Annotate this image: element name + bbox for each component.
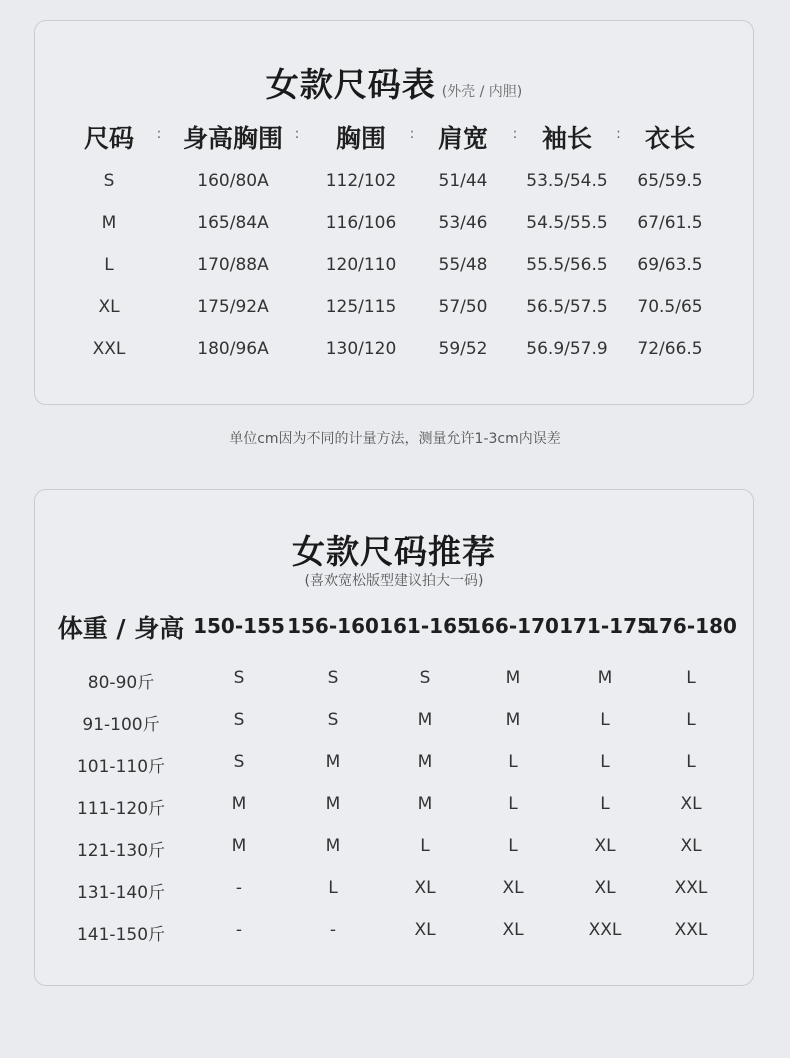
size-recommend-cell: M	[417, 752, 433, 772]
recommend-header-4: 166-170	[467, 614, 559, 638]
weight-range-cell: 131-140斤	[76, 883, 166, 903]
size-recommend-cell: L	[600, 794, 610, 814]
size-recommend-cell: -	[235, 878, 243, 898]
recommend-title: 女款尺码推荐	[292, 532, 496, 571]
size-recommend-cell: M	[325, 794, 341, 814]
size-chart-title-row	[35, 59, 753, 106]
recommend-header-2: 156-160	[287, 614, 379, 638]
weight-range-cell: 111-120斤	[76, 799, 166, 819]
size-recommend-cell: L	[508, 794, 518, 814]
header-separator: :	[156, 126, 162, 142]
size-header-0: 尺码	[83, 124, 135, 153]
size-header-1: 身高胸围	[182, 124, 284, 153]
size-recommend-cell: M	[505, 668, 521, 688]
size-cell: 125/115	[325, 297, 397, 317]
size-cell: 67/61.5	[637, 213, 703, 233]
size-recommend-cell: XL	[680, 794, 702, 814]
size-recommend-cell: S	[233, 752, 245, 772]
size-recommend-cell: L	[686, 710, 696, 730]
size-recommend-cell: L	[328, 878, 338, 898]
size-recommend-cell: L	[686, 752, 696, 772]
size-recommend-cell: S	[327, 710, 339, 730]
size-recommend-cell: L	[420, 836, 430, 856]
size-cell: 55.5/56.5	[526, 255, 608, 275]
size-recommend-cell: L	[508, 752, 518, 772]
size-cell: L	[104, 255, 114, 275]
measurement-note: 单位cm因为不同的计量方法，测量允许1-3cm内误差	[229, 431, 561, 447]
size-recommend-cell: S	[233, 668, 245, 688]
size-recommend-cell: XL	[414, 878, 436, 898]
size-recommend-cell: XL	[502, 920, 524, 940]
weight-range-cell: 121-130斤	[76, 841, 166, 861]
weight-range-cell: 101-110斤	[76, 757, 166, 777]
size-recommend-cell: -	[235, 920, 243, 940]
size-cell: 116/106	[325, 213, 397, 233]
size-cell: 170/88A	[197, 255, 269, 275]
size-cell: 51/44	[438, 171, 488, 191]
size-cell: S	[103, 171, 115, 191]
size-recommend-cell: M	[417, 794, 433, 814]
size-recommend-cell: M	[597, 668, 613, 688]
size-chart-title-sub: (外壳 / 内胆)	[441, 84, 523, 100]
size-cell: 120/110	[325, 255, 397, 275]
weight-range-cell: 91-100斤	[82, 715, 160, 735]
size-recommend-cell: L	[600, 752, 610, 772]
size-recommend-cell: M	[231, 794, 247, 814]
size-recommend-cell: XXL	[674, 878, 708, 898]
size-recommend-cell: L	[600, 710, 610, 730]
header-separator: :	[409, 126, 415, 142]
recommend-header-3: 161-165	[379, 614, 471, 638]
weight-range-cell: 80-90斤	[87, 673, 155, 693]
size-header-2: 胸围	[335, 124, 387, 153]
size-recommend-cell: M	[417, 710, 433, 730]
size-chart-title: 女款尺码表	[265, 65, 436, 104]
recommend-title-row	[35, 526, 753, 573]
header-separator: :	[294, 126, 300, 142]
recommend-card	[34, 489, 754, 986]
size-recommend-cell: L	[686, 668, 696, 688]
size-recommend-cell: XL	[594, 878, 616, 898]
size-chart-card	[34, 20, 754, 405]
size-header-5: 衣长	[644, 124, 696, 153]
size-recommend-cell: XL	[414, 920, 436, 940]
size-recommend-cell: S	[419, 668, 431, 688]
size-recommend-cell: S	[327, 668, 339, 688]
size-recommend-cell: XXL	[674, 920, 708, 940]
size-header-4: 袖长	[541, 124, 593, 153]
size-recommend-cell: XL	[680, 836, 702, 856]
size-recommend-cell: M	[325, 752, 341, 772]
size-cell: 72/66.5	[637, 339, 703, 359]
size-cell: 65/59.5	[637, 171, 703, 191]
size-recommend-cell: S	[233, 710, 245, 730]
size-cell: 175/92A	[197, 297, 269, 317]
size-cell: M	[101, 213, 117, 233]
size-recommend-cell: M	[505, 710, 521, 730]
size-recommend-cell: XXL	[588, 920, 622, 940]
size-cell: 59/52	[438, 339, 488, 359]
size-cell: 54.5/55.5	[526, 213, 608, 233]
recommend-header-1: 150-155	[193, 614, 285, 638]
size-recommend-cell: M	[325, 836, 341, 856]
recommend-header-5: 171-175	[559, 614, 651, 638]
recommend-header-0: 体重 / 身高	[57, 614, 185, 643]
recommend-header-6: 176-180	[645, 614, 737, 638]
size-cell: 56.9/57.9	[526, 339, 608, 359]
size-recommend-cell: XL	[594, 836, 616, 856]
size-cell: 57/50	[438, 297, 488, 317]
size-cell: 53.5/54.5	[526, 171, 608, 191]
size-cell: 70.5/65	[637, 297, 703, 317]
size-recommend-cell: M	[231, 836, 247, 856]
size-recommend-cell: L	[508, 836, 518, 856]
header-separator: :	[512, 126, 518, 142]
size-recommend-cell: -	[329, 920, 337, 940]
size-cell: 160/80A	[197, 171, 269, 191]
size-cell: 56.5/57.5	[526, 297, 608, 317]
size-cell: XXL	[92, 339, 126, 359]
size-header-3: 肩宽	[437, 124, 489, 153]
size-cell: 69/63.5	[637, 255, 703, 275]
size-recommend-cell: XL	[502, 878, 524, 898]
weight-range-cell: 141-150斤	[76, 925, 166, 945]
size-cell: XL	[98, 297, 120, 317]
size-cell: 130/120	[325, 339, 397, 359]
size-cell: 53/46	[438, 213, 488, 233]
header-separator: :	[616, 126, 621, 142]
size-cell: 180/96A	[197, 339, 269, 359]
size-cell: 165/84A	[197, 213, 269, 233]
recommend-subtitle: (喜欢宽松版型建议拍大一码)	[304, 573, 484, 589]
size-cell: 55/48	[438, 255, 488, 275]
size-cell: 112/102	[325, 171, 397, 191]
